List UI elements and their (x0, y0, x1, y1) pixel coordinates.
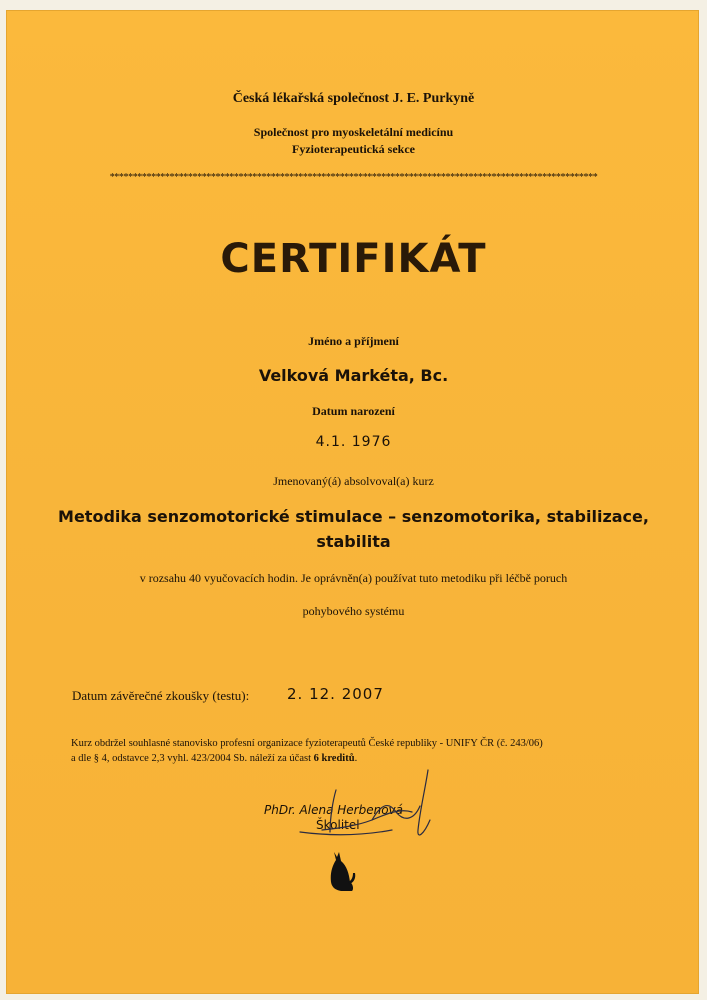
separator-line: ********************************************************************************************************** (109, 172, 598, 183)
section-name: Fyzioterapeutická sekce (292, 142, 415, 156)
handwritten-signature (300, 770, 430, 835)
note-prefix: a dle § 4, odstavce 2,3 vyhl. 423/2004 Sb. náleží za účast (71, 753, 314, 764)
accreditation-note-line1: Kurz obdržel souhlasné stanovisko profesní organizace fyzioterapeutů České republiky - UNIFY ČR (č. 243/06) (71, 738, 543, 749)
scope-text-line2: pohybového systému (302, 604, 405, 618)
certificate-title: CERTIFIKÁT (220, 236, 487, 282)
dob-value: 4.1. 1976 (315, 434, 392, 450)
scope-text-line1: v rozsahu 40 vyučovacích hodin. Je oprávněn(a) používat tuto metodiku při léčbě poruch (139, 571, 568, 585)
cat-silhouette-icon (331, 852, 356, 891)
dob-label: Datum narození (312, 404, 395, 418)
name-label: Jméno a příjmení (308, 334, 399, 348)
holder-name: Velková Markéta, Bc. (258, 366, 449, 385)
signer-name: PhDr. Alena Herbenová (264, 803, 403, 817)
exam-date-value: 2. 12. 2007 (287, 685, 384, 703)
organization-name: Česká lékařská společnost J. E. Purkyně (232, 91, 475, 106)
exam-date-label: Datum závěrečné zkoušky (testu): (72, 688, 250, 703)
course-intro: Jmenovaný(á) absolvoval(a) kurz (273, 474, 434, 488)
credits-value: 6 kreditů (313, 753, 355, 764)
course-title-line1: Metodika senzomotorické stimulace – senzomotorika, stabilizace, (58, 507, 649, 526)
signer-role: Školitel (316, 818, 360, 832)
course-title-line2: stabilita (316, 532, 391, 551)
note-suffix: . (354, 753, 358, 764)
society-name: Společnost pro myoskeletální medicínu (253, 125, 454, 139)
